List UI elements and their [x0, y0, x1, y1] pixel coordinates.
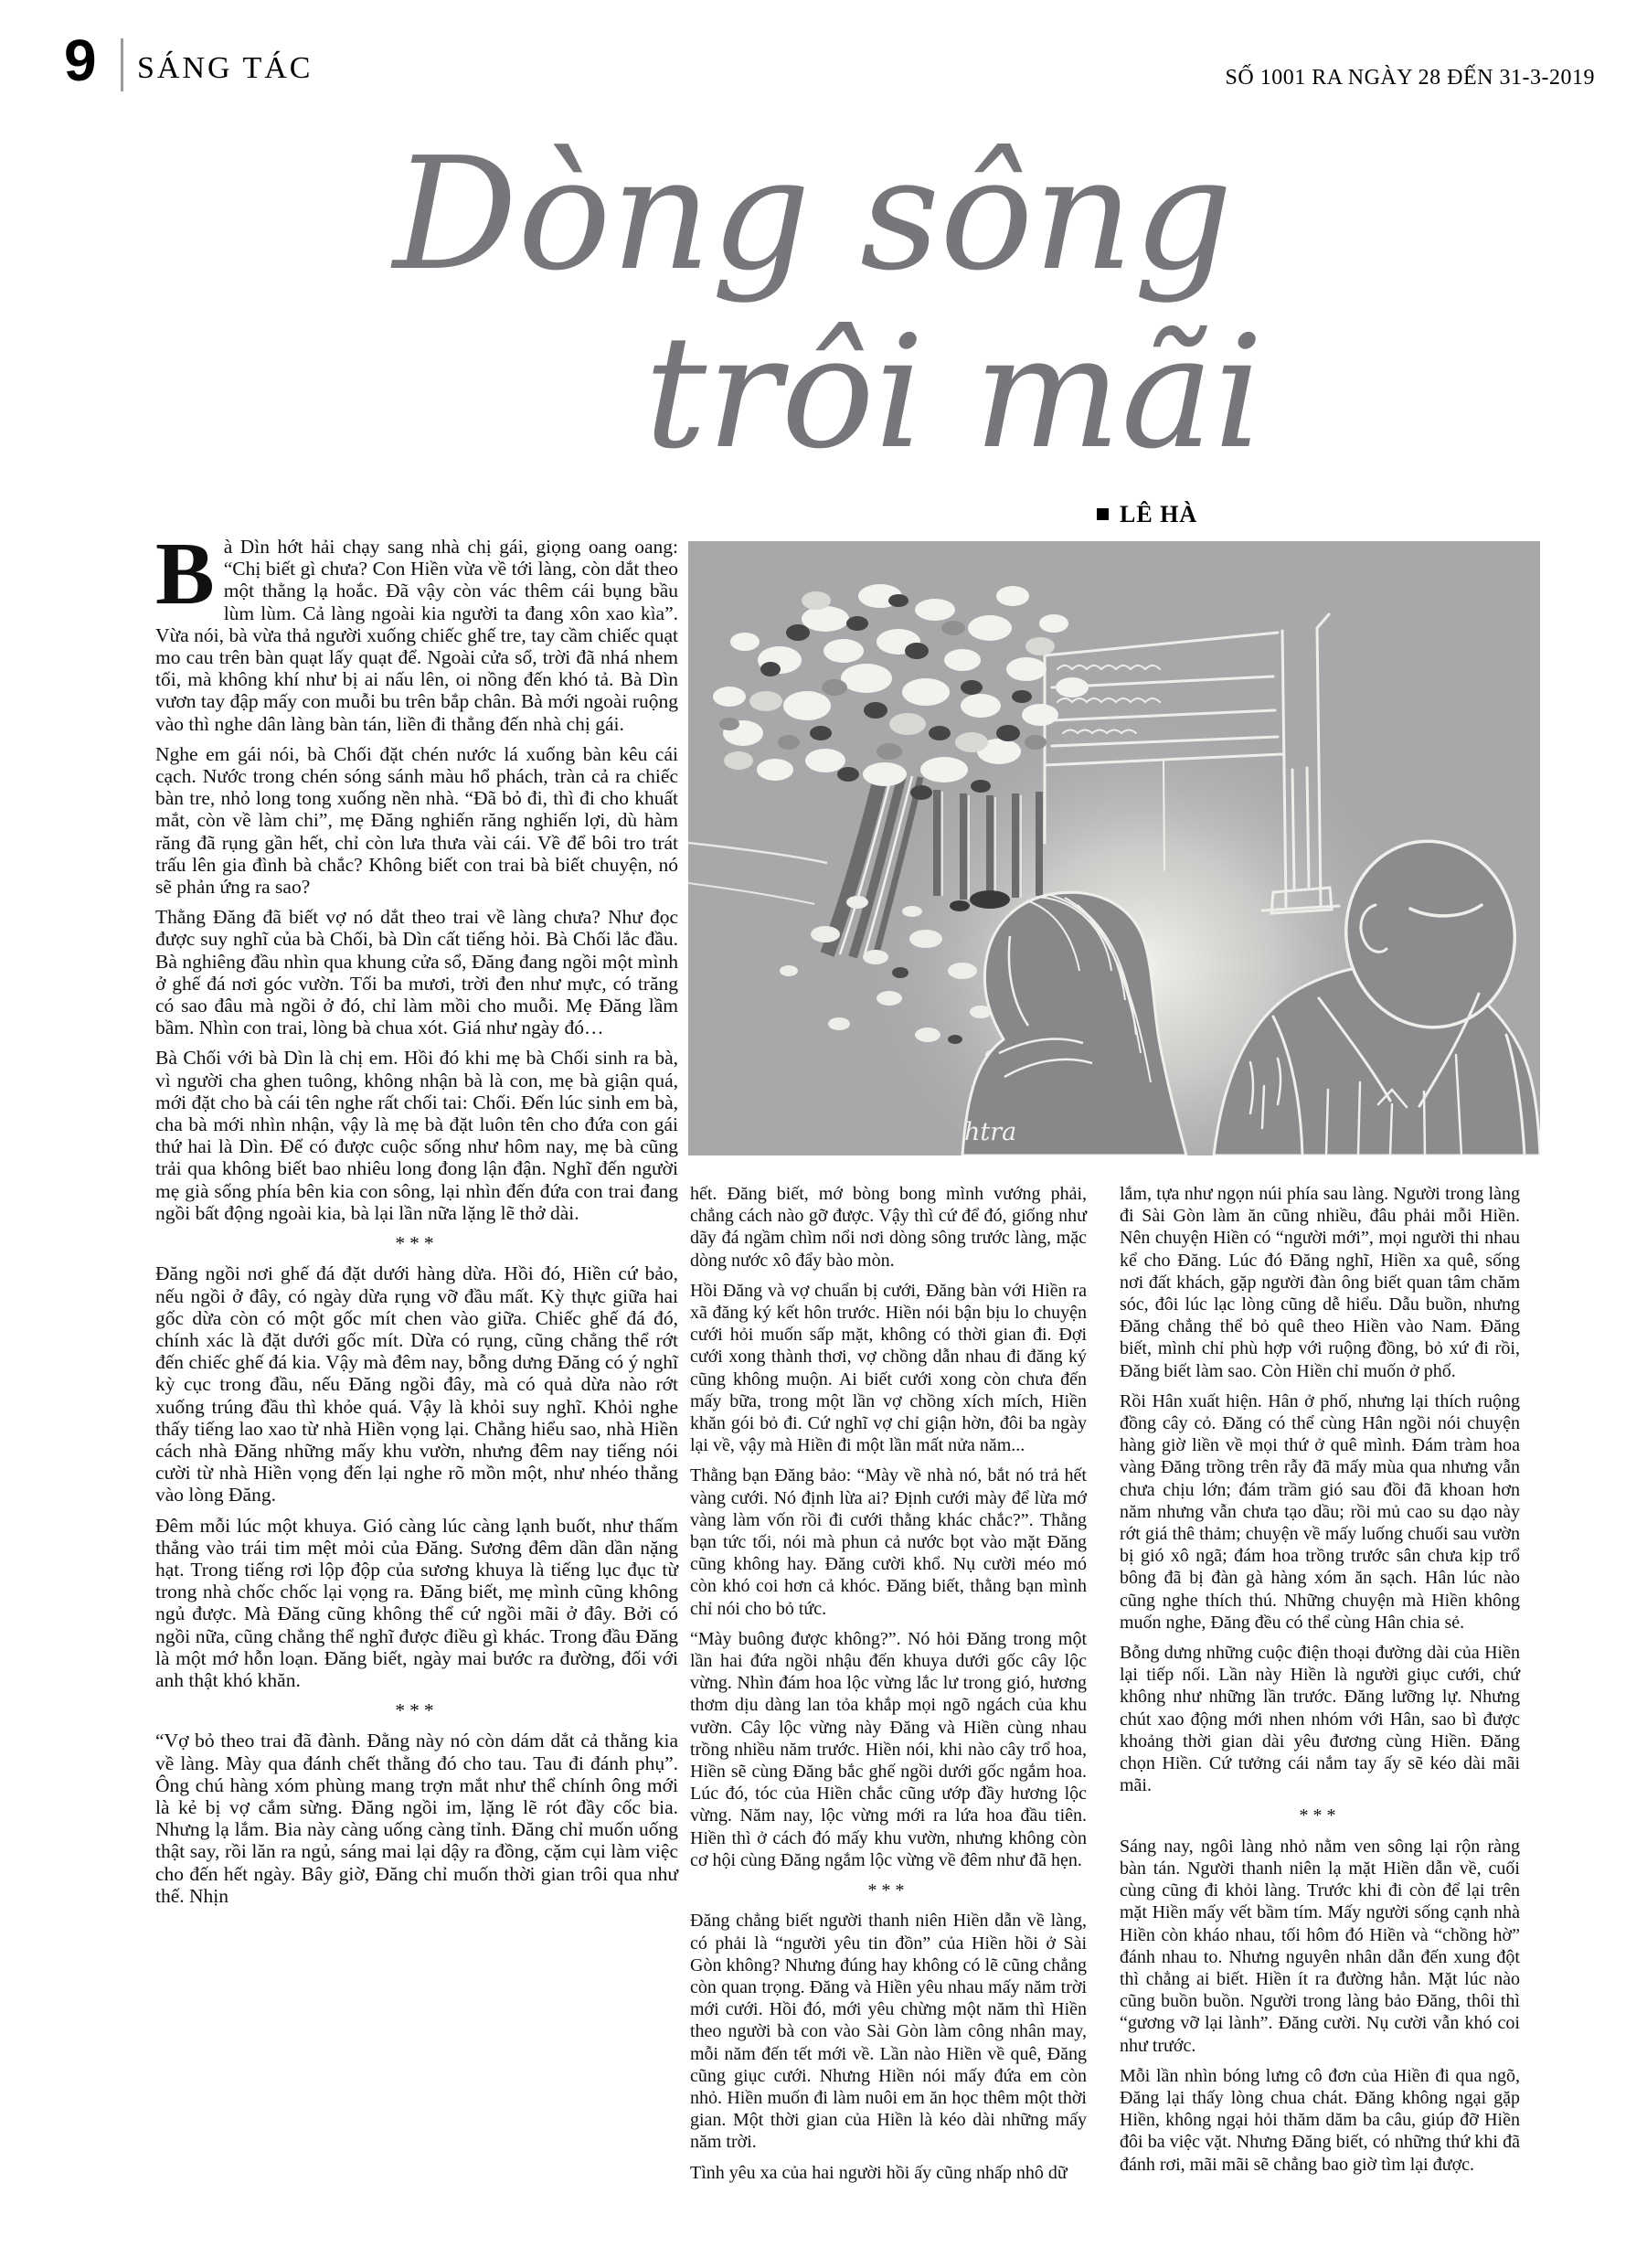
paragraph: “Mày buông được không?”. Nó hỏi Đăng trong một lần hai đứa ngồi nhậu đến khuya dưới gốc cây lộc vừng. Nhìn đám hoa lộc vừng lắc lư trong gió, hương thơm dịu dàng lan tỏa khắp mọi ngõ ngách của khu vườn. Cây lộc vừng này Đăng và Hiền cùng nhau trồng nhiều năm trước. Hiền nói, khi nào cây trổ hoa, Hiền sẽ cùng Đăng bắc ghế ngồi dưới gốc ngắm hoa. Lúc đó, tóc của Hiền chắc cũng ướp đầy hương lộc vừng. Năm nay, lộc vừng mới ra lứa hoa đầu tiên. Hiền thì ở cách đó mấy khu vườn, nhưng không còn cơ hội cùng Đăng ngắm lộc vừng về đêm như đã hẹn. [690, 1628, 1087, 1870]
paragraph: Bà Chối với bà Dìn là chị em. Hồi đó khi mẹ bà Chối sinh ra bà, vì người cha ghen tuông, không nhận bà là con, mẹ bà giận quá, mới đặt cho bà cái tên nghe rất chối tai: Chối. Đến lúc sinh em bà, cha bà mới nhìn nhận, vậy là mẹ bà đặt luôn tên cho đứa con gái thứ hai là Dìn. Để có được cuộc sống như hôm nay, mẹ bà cũng trải qua không biết bao nhiêu long đong lận đận. Nghĩ đến người mẹ già sống phía bên kia con sông, lại nhìn đến đứa con trai đang ngồi bất động ngoài kia, bà lại lần nữa lặng lẽ thở dài. [155, 1047, 678, 1224]
drop-cap: B [155, 525, 215, 623]
article-column-left [155, 525, 678, 1915]
article-title-line2: trôi mãi [644, 303, 1264, 484]
article-column-right [1120, 1183, 1520, 2184]
paragraph: Sáng nay, ngôi làng nhỏ nằm ven sông lại rộn ràng bàn tán. Người thanh niên lạ mặt Hiền dẫn về, cuối cùng cũng đi khỏi làng. Trước khi đi còn để lại trên mặt Hiền mấy vết bầm tím. Mấy người sống cạnh nhà Hiền còn kháo nhau, tối hôm đó Hiền và “chồng hờ” đánh nhau to. Nhưng nguyên nhân dẫn đến xung đột thì chẳng ai biết. Hiền ít ra đường hẳn. Mặt lúc nào cũng buồn buồn. Người trong làng bảo Đăng, thôi thì “gương vỡ lại lành”. Đăng cười. Nụ cười vẫn khó coi như trước. [1120, 1836, 1520, 2056]
paragraph: Đêm mỗi lúc một khuya. Gió càng lúc càng lạnh buốt, như thấm thẳng vào trái tim mệt mỏi của Đăng. Sương đêm dần dần nặng hạt. Trong tiếng rơi lộp độp của sương khuya là tiếng lục đục từ trong nhà chốc chốc lại vọng ra. Đăng biết, mẹ mình cũng không ngủ được. Mà Đăng cũng không thể cứ ngồi mãi ở đây. Bởi có ngồi nữa, cũng chẳng thể nghĩ được điều gì khác. Trong đầu Đăng là một mớ hỗn loạn. Đăng biết, ngày mai bước ra đường, đối với anh thật khó khăn. [155, 1514, 678, 1691]
paragraph: Thằng Đăng đã biết vợ nó dắt theo trai về làng chưa? Như đọc được suy nghĩ của bà Chối, bà Dìn cất tiếng hỏi. Bà Chối lắc đầu. Bà nghiêng đầu nhìn qua khung cửa sổ, Đăng đang ngồi một mình ở ghế đá nơi góc vườn. Tối ba mươi, trời đen như mực, có trăng có sao đâu mà ngồi ở đó, chỉ làm mồi cho muỗi. Mẹ Đăng lầm bầm. Nhìn con trai, lòng bà chua xót. Giá như ngày đó… [155, 906, 678, 1039]
paragraph [155, 525, 678, 735]
artist-signature: htra [964, 1118, 1017, 1146]
byline [1097, 501, 1197, 528]
paragraph: Nghe em gái nói, bà Chối đặt chén nước lá xuống bàn kêu cái cạch. Nước trong chén sóng sánh màu hổ phách, tràn cả ra chiếc bàn tre, nhỏ long tong xuống nền nhà. “Đã bỏ đi, thì đi cho khuất mắt, còn về làm chi”, mẹ Đăng nghiến răng nghiến lợi, dù hàm răng đã rụng gần hết, chỉ còn lưa thưa vài cái. Về để bôi tro trát trấu lên gia đình bà chắc? Không biết con trai bà biết chuyện, nó sẽ phản ứng ra sao? [155, 742, 678, 899]
paragraph: lắm, tựa như ngọn núi phía sau làng. Người trong làng đi Sài Gòn làm ăn cũng nhiều, đâu phải mỗi Hiền. Nên chuyện Hiền có “người mới”, mọi người thi nhau kể cho Đăng. Lúc đó Đăng nghĩ, Hiền xa quê, sống nơi đất khách, gặp người đàn ông biết quan tâm chăm sóc, đôi lúc lạc lòng cũng dễ hiểu. Dẫu buồn, nhưng Đăng chẳng thể bỏ quê theo Hiền vào Nam. Đăng biết, mình chỉ phù hợp với ruộng đồng, bỏ xứ đi rồi, Đăng biết làm sao. Còn Hiền chỉ muốn ở phố. [1120, 1184, 1520, 1381]
paragraph: Bỗng dưng những cuộc điện thoại đường dài của Hiền lại tiếp nối. Lần này Hiền là người giục cưới, chứ không như những lần trước. Đăng lưỡng lự. Nhưng chút xao động mới nhen nhóm với Hân, sao bì được khoảng thời gian dài yêu đương cùng Hiền. Đăng chọn Hiền. Cứ tưởng cái nắm tay ấy sẽ kéo dài mãi mãi. [1120, 1643, 1520, 1796]
section-separator: *** [395, 1699, 439, 1722]
paragraph: Thằng bạn Đăng bảo: “Mày về nhà nó, bắt nó trả hết vàng cưới. Nó định lừa ai? Định cưới mày để lừa mớ vàng làm vốn rồi đi cưới thằng khác chắc?”. Thằng bạn tức tối, nói mà phun cả nước bọt vào mặt Đăng cũng không hay. Đăng cười khổ. Nụ cười méo mó còn khó coi hơn cả khóc. Đăng biết, thằng bạn mình chỉ nói cho bỏ tức. [690, 1465, 1087, 1619]
author-name: LÊ HÀ [1120, 501, 1198, 527]
paragraph: Đăng chẳng biết người thanh niên Hiền dẫn về làng, có phải là “người yêu tin đồn” của Hiền hồi ở Sài Gòn không? Nhưng đúng hay không có lẽ cũng chẳng còn quan trọng. Đăng và Hiền yêu nhau mấy năm trời mới cưới. Hồi đó, mới yêu chừng một năm thì Hiền theo người bà con vào Sài Gòn làm công nhân may, mỗi năm đến tết mới về. Lần nào Hiền về quê, Đăng cũng giục cưới. Nhưng Hiền nói mấy đứa em còn nhỏ. Hiền muốn đi làm nuôi em ăn học thêm một thời gian. Một thời gian của Hiền là kéo dài những mấy năm trời. [690, 1911, 1087, 2153]
paragraph: hết. Đăng biết, mớ bòng bong mình vướng phải, chẳng cách nào gỡ được. Vậy thì cứ để đó, giống như dãy đá ngầm chìm nổi nơi dòng sông trước làng, mặc dòng nước xô đẩy bào mòn. [690, 1184, 1087, 1271]
paragraph: Hồi Đăng và vợ chuẩn bị cưới, Đăng bàn với Hiền ra xã đăng ký kết hôn trước. Hiền nói bận bịu lo chuyện cưới hỏi muốn sấp mặt, không có thời gian đi. Đợi cưới xong thành thơi, vợ chồng dẫn nhau đi đăng ký cũng không muộn. Ai biết cưới xong còn chưa đến mấy bữa, trong một lần vợ chồng xích mích, Hiền khăn gói bỏ đi. Cứ nghĩ vợ chỉ giận hờn, đôi ba ngày lại về, vậy mà Hiền đi một lần mất nửa năm... [690, 1280, 1087, 1456]
section-separator: *** [1299, 1805, 1341, 1826]
paragraph: “Vợ bỏ theo trai đã đành. Đằng này nó còn dám dắt cả thằng kia về làng. Mày qua đánh chết thằng đó cho tau. Tau đi đánh phụ”. Ông chú hàng xóm phùng mang trợn mắt như thể chính ông mới là kẻ bị vợ cắm sừng. Đăng ngồi im, lặng lẽ rót đầy cốc bia. Nhưng lạ lắm. Bia này càng uống càng tỉnh. Đăng chỉ muốn uống thật say, rồi lăn ra ngủ, sáng mai lại dậy ra đồng, cặm cụi làm việc cho đến hết ngày. Bây giờ, Đăng chỉ muốn thời gian trôi qua như thế. Nhịn [155, 1730, 678, 1907]
paragraph-text: à Dìn hớt hải chạy sang nhà chị gái, giọng oang oang: “Chị biết gì chưa? Con Hiền vừa về tới làng, còn dắt theo một thằng lạ hoắc. Đã vậy còn vác thêm cái bụng bầu lùm lùm. Cả làng ngoài kia người ta đang xôn xao kìa”. Vừa nói, bà vừa thả người xuống chiếc ghế tre, tay cầm chiếc quạt mo cau trên bàn quạt lấy quạt để. Ngoài cửa sổ, trời đã nhá nhem tối, mà không khí như bị ai nấu lên, oi nồng đến khó tả. Bà Dìn vươn tay đập mấy con muỗi bu trên bắp chân. Bà mới ngoài ruộng vào thì nghe dân làng bàn tán, liền đi thẳng đến nhà chị gái. [155, 536, 678, 735]
page-number: 9 [64, 27, 97, 93]
article-column-middle [690, 1183, 1087, 2192]
header-divider [121, 38, 123, 91]
paragraph: Mỗi lần nhìn bóng lưng cô đơn của Hiền đi qua ngõ, Đăng lại thấy lòng chua chát. Đăng không ngại gặp Hiền, không ngại hỏi thăm dăm ba câu, giúp đỡ Hiền đôi ba việc vặt. Nhưng Đăng biết, có những thứ khi đã đánh rơi, mãi mãi sẽ chẳng bao giờ tìm lại được. [1120, 2065, 1520, 2175]
article-title-line1: Dòng sông [393, 124, 1233, 305]
paragraph: Rồi Hân xuất hiện. Hân ở phố, nhưng lại thích ruộng đồng cây cỏ. Đăng có thể cùng Hân ngồi nói chuyện hàng giờ liền về mọi thứ ở quê mình. Đám tràm hoa vàng Đăng trồng trên rẫy đã mấy mùa qua nhưng vẫn chưa chịu lớn; đám trầm gió sau đồi đã khoan hơn năm nhưng vẫn chưa tạo dầu; rồi mủ cao su dạo này rớt giá thê thảm; chuyện về mấy luống chuối sau vườn bị gió xô ngã; đám hoa trồng trước sân chưa kịp trổ bông đã bị đàn gà hàng xóm ăn sạch. Hân lúc nào cũng nghe thích thú. Những chuyện mà Hiền không muốn nghe, Đăng đều có thể cùng Hân chia sẻ. [1120, 1390, 1520, 1633]
issue-info: SỐ 1001 RA NGÀY 28 ĐẾN 31-3-2019 [1225, 66, 1595, 90]
paragraph: Tình yêu xa của hai người hồi ấy cũng nhấp nhô dữ [690, 2162, 1068, 2183]
section-separator: *** [395, 1232, 439, 1255]
section-separator: *** [867, 1880, 909, 1901]
paragraph: Đăng ngồi nơi ghế đá đặt dưới hàng dừa. Hồi đó, Hiền cứ bảo, nếu ngồi ở đây, có ngày dừa rụng vỡ đầu mất. Kỳ thực giữa hai gốc dừa còn có một gốc mít chen vào giữa. Chiếc ghế đá đó, chính xác là đặt dưới gốc mít. Dừa có rụng, cũng chẳng thể rớt đến chiếc ghế đá kia. Vậy mà đêm nay, bỗng dưng Đăng có ý nghĩ kỳ cục trong đầu, nếu Đăng ngồi đây, mà có quả dừa nào rớt xuống trúng đầu thì khỏe quá. Vậy là khỏi suy nghĩ. Khỏi nghe thấy tiếng lao xao từ nhà Hiền vọng lại. Chẳng hiểu sao, nhà Hiền cách nhà Đăng những mấy khu vườn, nhưng đêm nay tiếng nói cười từ nhà Hiền vọng đến lại nghe rõ mồn một, như nhéo thẳng vào lòng Đăng. [155, 1262, 678, 1507]
story-illustration [688, 541, 1540, 1155]
byline-square-icon [1097, 508, 1109, 520]
section-title: SÁNG TÁC [137, 51, 313, 85]
